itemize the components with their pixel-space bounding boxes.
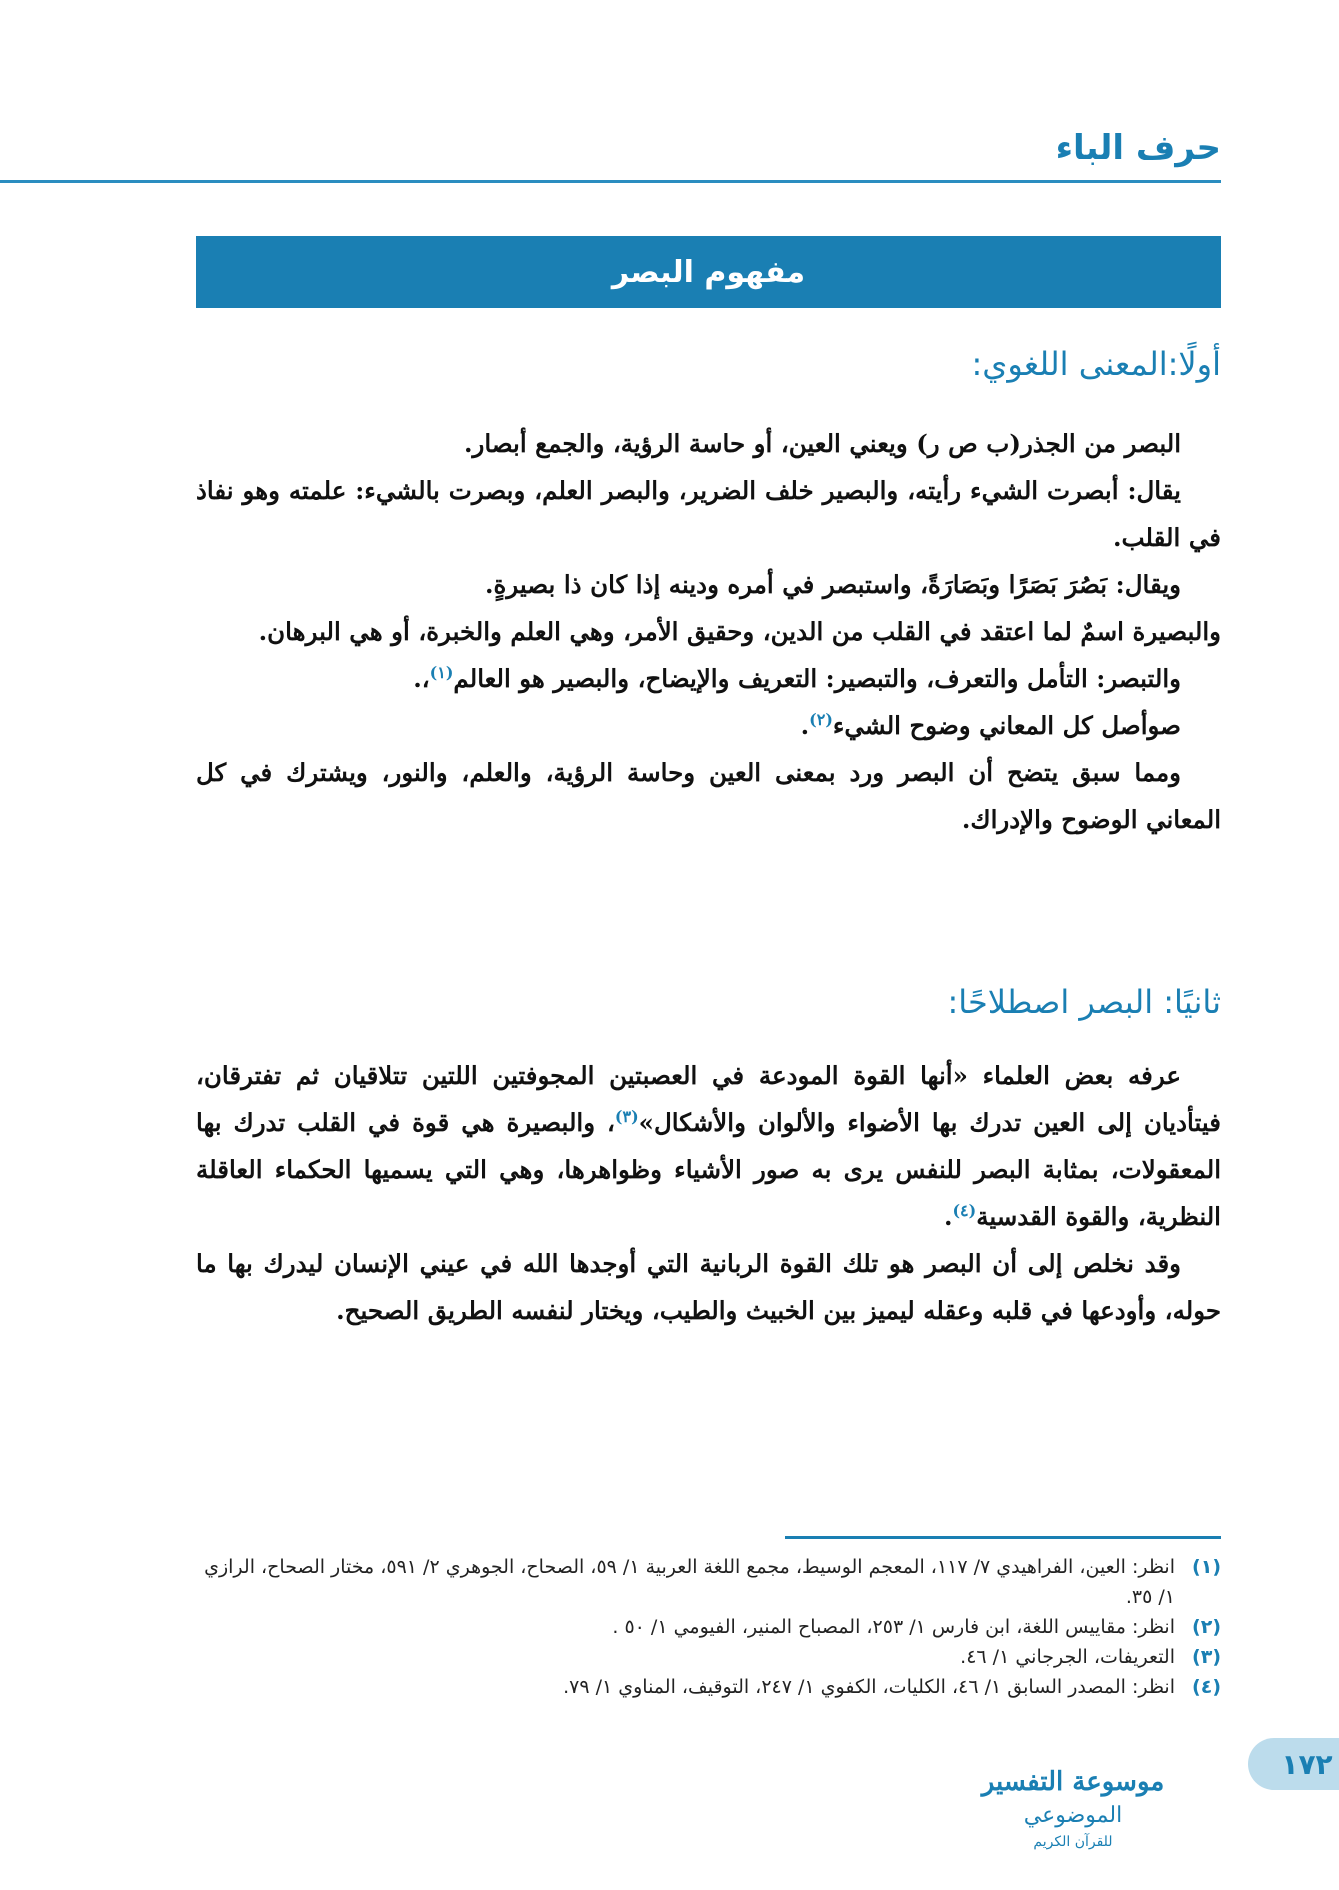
paragraph <box>196 1052 1221 1240</box>
paragraph-text: عرفه بعض العلماء «أنها القوة المودعة في العصبتين المجوفتين اللتين تتلاقيان ثم تفترقان، فيتأديان إلى العين تدرك بها الأضواء والألوان والأشكال» <box>196 1061 1221 1137</box>
footnote-ref[interactable]: (١) <box>429 662 454 682</box>
page-number-badge <box>1248 1738 1339 1790</box>
running-header: حرف الباء <box>1055 128 1221 168</box>
footnote-text: انظر: مقاييس اللغة، ابن فارس ١/ ٢٥٣، المصباح المنير، الفيومي ١/ ٥٠ . <box>612 1616 1175 1638</box>
paragraph <box>196 702 1221 749</box>
footnote-ref[interactable]: (٤) <box>952 1200 977 1220</box>
heading-technical: ثانيًا: البصر اصطلاحًا: <box>947 983 1221 1021</box>
paragraph-end: ،. <box>413 664 430 693</box>
paragraph: البصر من الجذر(ب ص ر) ويعني العين، أو حاسة الرؤية، والجمع أبصار. <box>463 429 1181 458</box>
footnote-text: انظر: العين، الفراهيدي ٧/ ١١٧، المعجم الوسيط، مجمع اللغة العربية ١/ ٥٩، الصحاح، الجوهري ٢/ ٥٩١، مختار الصحاح، الرازي ١/ ٣٥. <box>204 1556 1175 1608</box>
lexical-body <box>196 420 1221 843</box>
footnote-number: (١) <box>1192 1556 1221 1578</box>
footnotes <box>196 1552 1221 1702</box>
footnote <box>196 1552 1221 1612</box>
paragraph <box>196 655 1221 702</box>
footnote-number: (٢) <box>1192 1616 1221 1638</box>
paragraph: وقد نخلص إلى أن البصر هو تلك القوة الربانية التي أوجدها الله في عيني الإنسان ليدرك بها ما حوله، وأودعها في قلبه وعقله ليميز بين الخبيث والطيب، ويختار لنفسه الطريق الصحيح. <box>196 1249 1221 1325</box>
paragraph: ويقال: بَصُرَ بَصَرًا وبَصَارَةً، واستبصر في أمره ودينه إذا كان ذا بصيرةٍ. <box>484 570 1181 599</box>
page-number: ١٧٢ <box>1281 1747 1333 1781</box>
header-rule <box>0 180 1221 183</box>
paragraph-text: والتبصر: التأمل والتعرف، والتبصير: التعريف والإيضاح، والبصير هو العالم <box>453 664 1181 693</box>
footnote-ref[interactable]: (٣) <box>614 1106 639 1126</box>
encyclopedia-logo <box>930 1740 1216 1856</box>
footnote-ref[interactable]: (٢) <box>809 709 833 729</box>
svg-text:للقرآن الكريم: للقرآن الكريم <box>1033 1834 1113 1850</box>
footnote-text: التعريفات، الجرجاني ١/ ٤٦. <box>960 1646 1175 1668</box>
section-title: مفهوم البصر <box>611 254 806 290</box>
paragraph-end: . <box>800 711 810 740</box>
footnote-number: (٤) <box>1192 1676 1221 1698</box>
footnote <box>196 1642 1221 1672</box>
footnote-text: انظر: المصدر السابق ١/ ٤٦، الكليات، الكفوي ١/ ٢٤٧، التوقيف، المناوي ١/ ٧٩. <box>563 1676 1175 1698</box>
section-title-banner <box>196 236 1221 308</box>
footnote-separator <box>785 1536 1221 1539</box>
heading-lexical: أولًا:المعنى اللغوي: <box>971 345 1221 383</box>
svg-text:موسوعة التفسير: موسوعة التفسير <box>981 1767 1165 1797</box>
paragraph: ومما سبق يتضح أن البصر ورد بمعنى العين وحاسة الرؤية، والعلم، والنور، ويشترك في كل المعاني الوضوح والإدراك. <box>196 758 1221 834</box>
footnote <box>196 1672 1221 1702</box>
paragraph-text: ، والبصيرة هي قوة في القلب تدرك بها المعقولات، بمثابة البصر للنفس يرى به صور الأشياء وظواهرها، وهي التي يسميها الحكماء العاقلة النظرية، والقوة القدسية <box>196 1108 1221 1231</box>
footnote <box>196 1612 1221 1642</box>
paragraph-text: صوأصل كل المعاني وضوح الشيء <box>832 711 1181 740</box>
svg-text:الموضوعي: الموضوعي <box>1023 1803 1123 1828</box>
paragraph-end: . <box>943 1202 953 1231</box>
footnote-number: (٣) <box>1192 1646 1221 1668</box>
technical-body <box>196 1052 1221 1334</box>
paragraph: يقال: أبصرت الشيء رأيته، والبصير خلف الضرير، والبصر العلم، وبصرت بالشيء: علمته وهو نفاذ في القلب. <box>196 476 1221 552</box>
paragraph: والبصيرة اسمٌ لما اعتقد في القلب من الدين، وحقيق الأمر، وهي العلم والخبرة، أو هي البرهان. <box>258 617 1221 646</box>
